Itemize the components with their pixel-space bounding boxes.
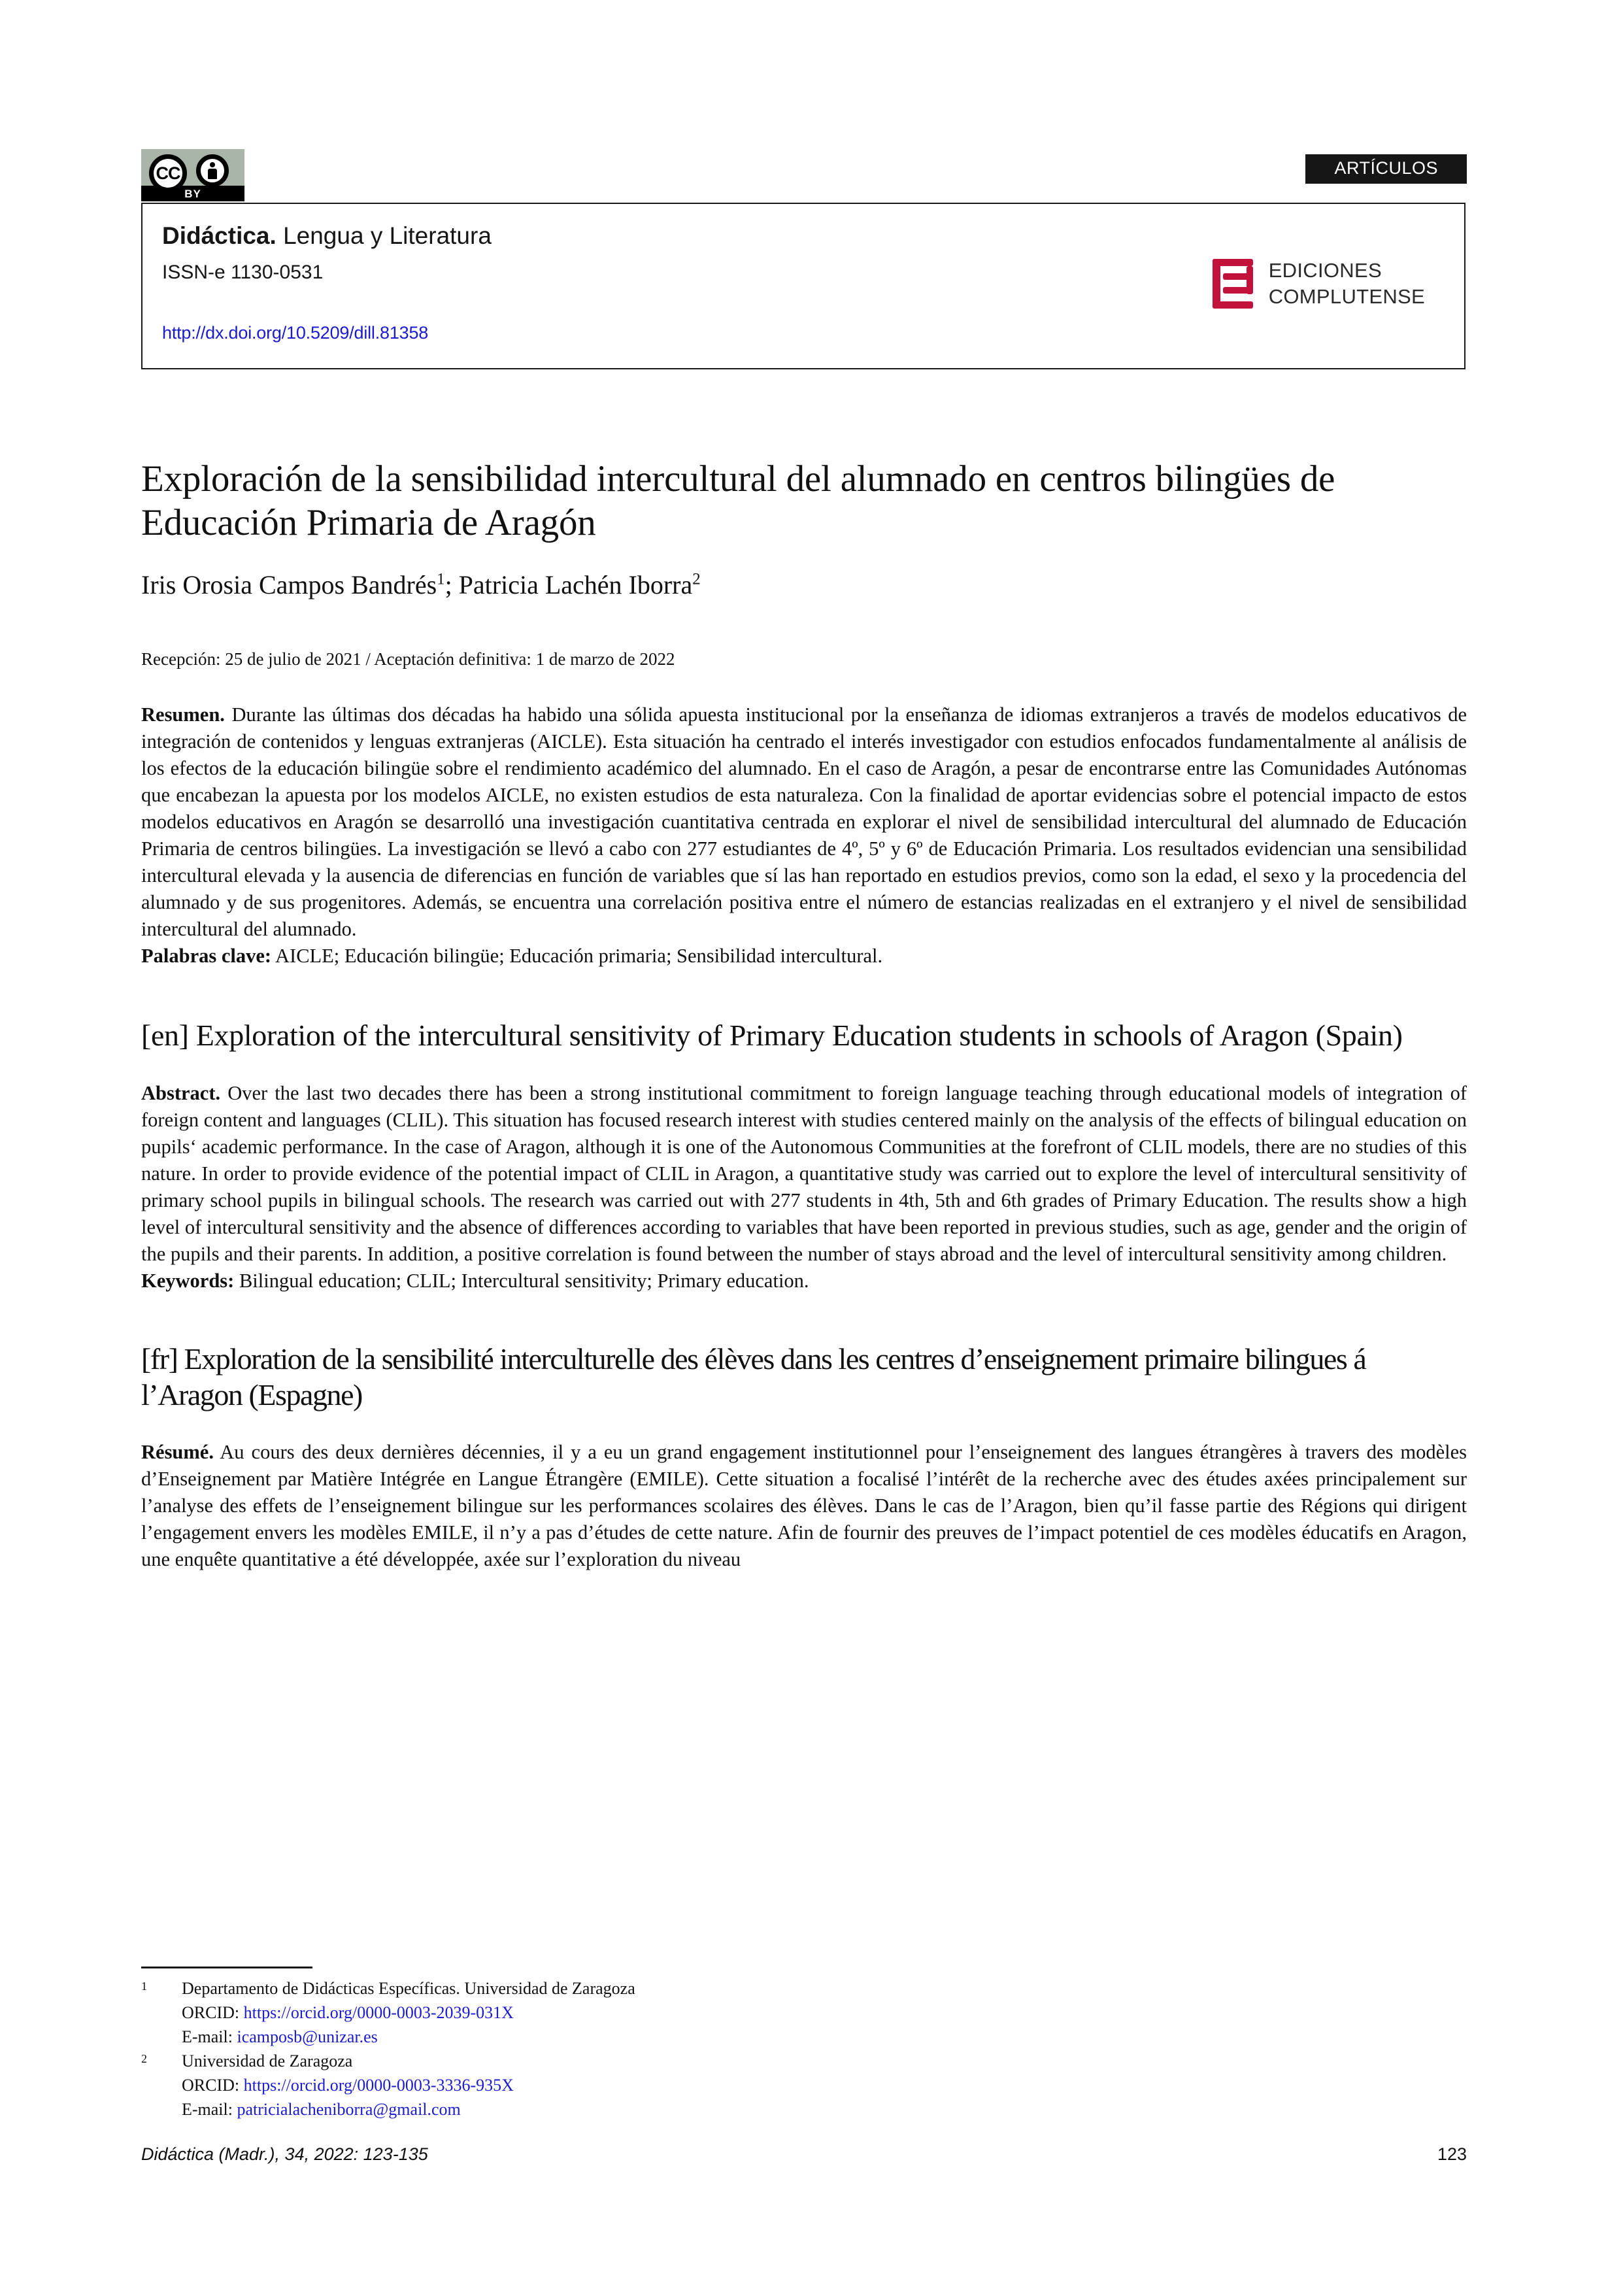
footnote-1 [141, 1977, 1467, 2050]
section-title-english: [en] Exploration of the intercultural sensitivity of Primary Education students in schools of Aragon (Spain) [141, 1018, 1403, 1052]
footnote-1-email-label: E-mail: [182, 2027, 237, 2046]
footnote-1-email-line [182, 2025, 1467, 2050]
section-tag-articulos: ARTÍCULOS [1305, 154, 1467, 184]
footnote-2-marker: 2 [141, 2051, 147, 2065]
abstract-english-text: Over the last two decades there has been a strong institutional commitment to foreign language teaching through educational models of integration of foreign content and languages (CLIL). This situation has focused research interest with studies centered mainly on the analysis of the effects of bilingual education on pupils‘ academic performance. In the case of Aragon, although it is one of the Autonomous Communities at the forefront of CLIL models, there are no studies of this nature. In order to provide evidence of the potential impact of CLIL in Aragon, a quantitative study was carried out to explore the level of intercultural sensitivity of primary school pupils in bilingual schools. The research was carried out with 277 students in 4th, 5th and 6th grades of Primary Education. The results show a high level of intercultural sensitivity and the absence of differences according to variables that have been reported in previous studies, such as age, gender and the origin of the pupils and their parents. In addition, a positive correlation is found between the number of stays abroad and the level of intercultural sensitivity among children. [141, 1081, 1467, 1265]
abstract-spanish [141, 701, 1467, 943]
page-footer [141, 2144, 1467, 2165]
abstract-spanish-text: Durante las últimas dos décadas ha habido una sólida apuesta institucional por la enseñanza de idiomas extranjeros a través de modelos educativos de integración de contenidos y lenguas extranjeras (AICLE). Esta situación ha centrado el interés investigador con estudios enfocados fundamentalmente al análisis de los efectos de la educación bilingüe sobre el rendimiento académico del alumnado. En el caso de Aragón, a pesar de encontrarse entre las Comunidades Autónomas que encabezan la apuesta por los modelos AICLE, no existen estudios de esta naturaleza. Con la finalidad de aportar evidencias sobre el potencial impacto de estos modelos educativos en Aragón se desarrolló una investigación cuantitativa centrada en explorar el nivel de sensibilidad intercultural del alumnado de Educación Primaria de centros bilingües. La investigación se llevó a cabo con 277 estudiantes de 4º, 5º y 6º de Educación Primaria. Los resultados evidencian una sensibilidad intercultural elevada y la ausencia de diferencias en función de variables que sí las han reportado en estudios previos, como son la edad, el sexo y la procedencia del alumnado y de sus progenitores. Además, se encuentra una correlación positiva entre el número de estancias realizadas en el extranjero y el nivel de sensibilidad intercultural del alumnado. [141, 703, 1467, 940]
author-1-footnote-marker[interactable]: 1 [437, 571, 445, 589]
footnote-1-orcid-label: ORCID: [182, 2002, 244, 2022]
footnotes-block [141, 1967, 1467, 2121]
journal-title [162, 222, 1445, 250]
article-content [141, 458, 1467, 1573]
abstract-french-label: Résumé. [141, 1441, 214, 1464]
footnote-2-email-link[interactable]: patricialacheniborra@gmail.com [237, 2099, 461, 2119]
footnote-2-affiliation: Universidad de Zaragoza [182, 2051, 353, 2070]
publisher-name [1269, 258, 1425, 311]
keywords-spanish-text: AICLE; Educación bilingüe; Educación primaria; Sensibilidad intercultural. [271, 944, 883, 967]
footnote-1-text [182, 1977, 1467, 2050]
abstract-spanish-label: Resumen. [141, 703, 225, 726]
footnote-2-orcid-link[interactable]: https://orcid.org/0000-0003-3336-935X [243, 2075, 514, 2095]
author-2-footnote-marker[interactable]: 2 [692, 571, 701, 589]
doi-link[interactable]: http://dx.doi.org/10.5209/dill.81358 [162, 323, 429, 343]
footnote-2-text [182, 2050, 1467, 2122]
abstract-french [141, 1439, 1467, 1573]
footnote-2-orcid-label: ORCID: [182, 2075, 244, 2095]
journal-title-bold: Didáctica. [162, 222, 276, 249]
page-header-strip [141, 145, 1467, 208]
abstract-french-text: Au cours des deux dernières décennies, il y a eu un grand engagement institutionnel pour l’enseignement des langues étrangères à travers des modèles d’Enseignement par Matière Intégrée en Langue Étrangère (EMILE). Cette situation a focalisé l’intérêt de la recherche avec des études axées principalement sur l’analyse des effets de l’enseignement bilingue sur les performances scolaires des élèves. Dans le cas de l’Aragon, bien qu’il fasse partie des Régions qui dirigent l’engagement envers les modèles EMILE, il n’y a pas d’études de cette nature. Afin de fournir des preuves de l’impact potentiel de ces modèles éducatifs en Aragon, une enquête quantitative a été développée, axée sur l’exploration du niveau [141, 1441, 1467, 1571]
journal-title-rest: Lengua y Literatura [276, 222, 492, 249]
author-separator: ; Patricia Lachén Iborra [444, 570, 693, 600]
keywords-english-label: Keywords: [141, 1269, 235, 1292]
footnote-separator-rule [141, 1967, 312, 1968]
article-title: Exploración de la sensibilidad intercultural del alumnado en centros bilingües de Educación Primaria de Aragón [141, 458, 1335, 543]
keywords-english [141, 1268, 1467, 1294]
creative-commons-by-icon[interactable] [141, 149, 244, 201]
abstract-english-label: Abstract. [141, 1081, 221, 1104]
french-body [141, 1439, 1467, 1573]
footnote-1-orcid-line [182, 2001, 1467, 2025]
publisher-name-line2: COMPLUTENSE [1268, 285, 1425, 309]
reception-acceptance-dates: Recepción: 25 de julio de 2021 / Aceptación definitiva: 1 de marzo de 2022 [141, 649, 675, 669]
english-body [141, 1080, 1467, 1294]
section-title-french: [fr] Exploration de la sensibilité interculturelle des élèves dans les centres d’enseignement primaire bilingues á l’Aragon (Espagne) [141, 1342, 1366, 1411]
author-1-name: Iris Orosia Campos Bandrés [141, 570, 437, 600]
footnote-1-orcid-link[interactable]: https://orcid.org/0000-0003-2039-031X [243, 2002, 514, 2022]
cc-by-label: BY [184, 188, 201, 200]
cc-person-icon [196, 154, 229, 187]
ediciones-complutense-mark-icon [1213, 259, 1253, 309]
keywords-english-text: Bilingual education; CLIL; Intercultural sensitivity; Primary education. [234, 1269, 809, 1292]
footnote-1-affiliation: Departamento de Didácticas Específicas. Universidad de Zaragoza [182, 1979, 635, 1998]
abstract-english [141, 1080, 1467, 1268]
footer-citation: Didáctica (Madr.), 34, 2022: 123-135 [141, 2144, 428, 2164]
footnote-2-orcid-line [182, 2074, 1467, 2098]
footnote-1-marker: 1 [141, 1980, 147, 1993]
footnote-1-email-link[interactable]: icamposb@unizar.es [237, 2027, 378, 2046]
footnote-2 [141, 2050, 1467, 2122]
person-glyph [208, 162, 217, 179]
cc-logo-icon: CC [149, 154, 187, 192]
author-list [141, 569, 1467, 601]
keywords-spanish [141, 943, 1467, 970]
footnote-2-email-line [182, 2098, 1467, 2122]
keywords-spanish-label: Palabras clave: [141, 944, 272, 967]
journal-masthead-box [141, 203, 1466, 369]
publisher-name-line1: EDICIONES [1268, 259, 1382, 282]
footnote-2-email-label: E-mail: [182, 2099, 237, 2119]
footer-page-number: 123 [1437, 2144, 1467, 2164]
publisher-logo [1213, 258, 1425, 311]
journal-issn: ISSN-e 1130-0531 [162, 261, 324, 283]
